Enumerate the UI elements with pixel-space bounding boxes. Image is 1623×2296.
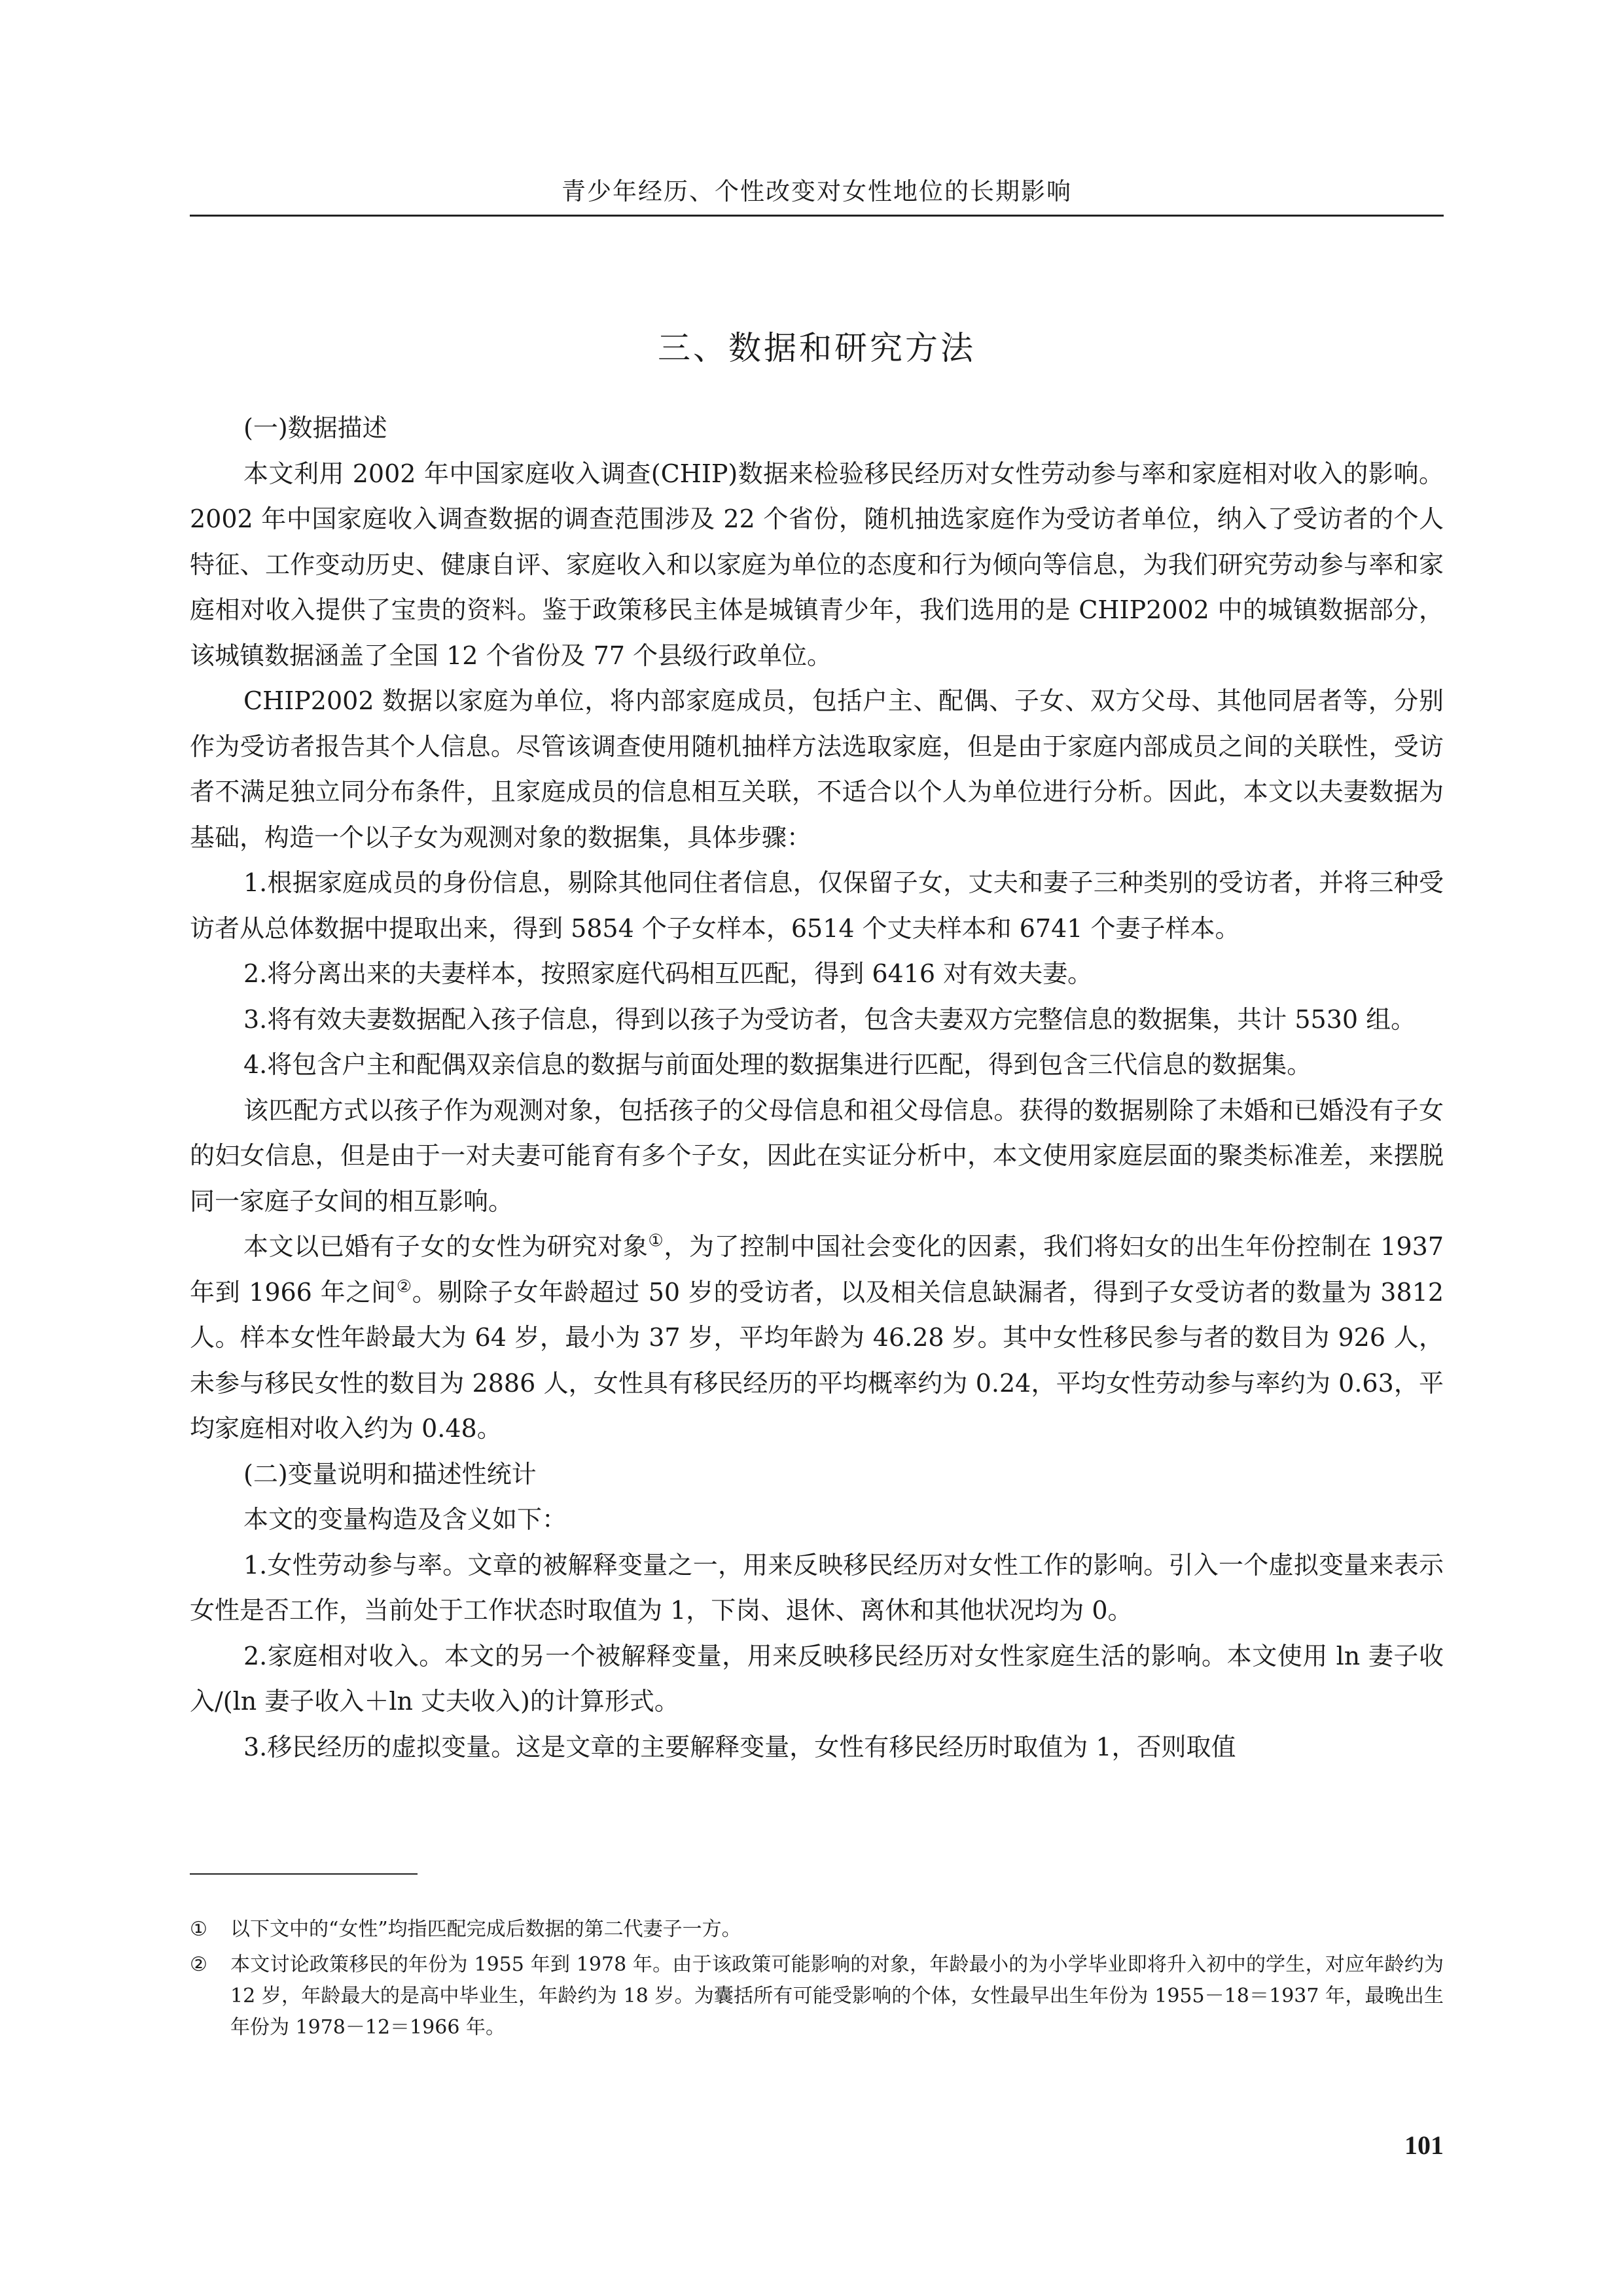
- header-rule: [190, 215, 1444, 217]
- paragraph-sample: [190, 1224, 1444, 1452]
- paragraph-matching: 该匹配方式以孩子作为观测对象，包括孩子的父母信息和祖父母信息。获得的数据剔除了未婚和已婚没有子女的妇女信息，但是由于一对夫妻可能育有多个子女，因此在实证分析中，本文使用家庭层面的聚类标准差，来摆脱同一家庭子女间的相互影响。: [190, 1095, 1444, 1216]
- step-4: 4.将包含户主和配偶双亲信息的数据与前面处理的数据集进行匹配，得到包含三代信息的数据集。: [243, 1050, 1312, 1079]
- step-3: 3.将有效夫妻数据配入孩子信息，得到以孩子为受访者，包含夫妻双方完整信息的数据集，共计 5530 组。: [243, 1004, 1416, 1034]
- footnote-mark: ①: [190, 1918, 207, 1941]
- body-text: [190, 406, 1444, 1770]
- variable-3: 3.移民经历的虚拟变量。这是文章的主要解释变量，女性有移民经历时取值为 1，否则取值: [243, 1732, 1236, 1761]
- sample-text-a: 本文以已婚有子女的女性为研究对象: [243, 1232, 649, 1261]
- footnotes: [190, 1914, 1444, 2047]
- paragraph-variables-intro: 本文的变量构造及含义如下：: [243, 1505, 567, 1534]
- sample-text-b: ，为了控制中国社会变化的因素，我们将妇女的出生年份控制在 1937 年到 1966 年之间: [190, 1232, 1444, 1307]
- variable-2: 2.家庭相对收入。本文的另一个被解释变量，用来反映移民经历对女性家庭生活的影响。本文使用 ln 妻子收入/(ln 妻子收入＋ln 丈夫收入)的计算形式。: [190, 1641, 1444, 1716]
- variable-1: 1.女性劳动参与率。文章的被解释变量之一，用来反映移民经历对女性工作的影响。引入一个虚拟变量来表示女性是否工作，当前处于工作状态时取值为 1，下岗、退休、离休和其他状况均为 0。: [190, 1550, 1444, 1625]
- footnote-ref-1[interactable]: ①: [648, 1231, 664, 1251]
- footnote-rule: [190, 1873, 418, 1875]
- section-title: 三、数据和研究方法: [658, 329, 976, 367]
- footnote-mark: ②: [190, 1953, 207, 1976]
- running-head: 青少年经历、个性改变对女性地位的长期影响: [562, 177, 1072, 205]
- page-number: 101: [1404, 2130, 1444, 2160]
- subsection-heading-data-description: (一)数据描述: [243, 414, 387, 442]
- paragraph-data-structure: CHIP2002 数据以家庭为单位，将内部家庭成员，包括户主、配偶、子女、双方父母、其他同居者等，分别作为受访者报告其个人信息。尽管该调查使用随机抽样方法选取家庭，但是由于家庭内部成员之间的关联性，受访者不满足独立同分布条件，且家庭成员的信息相互关联，不适合以个人为单位进行分析。因此，本文以夫妻数据为基础，构造一个以子女为观测对象的数据集，具体步骤：: [190, 686, 1444, 852]
- sample-text-c: 。剔除子女年龄超过 50 岁的受访者，以及相关信息缺漏者，得到子女受访者的数量为 3812 人。样本女性年龄最大为 64 岁，最小为 37 岁，平均年龄为 46.28 岁。其中女性移民参与者的数目为 926 人，未参与移民女性的数目为 2886 人，女性具有移民经历的平均概率约为 0.24，平均女性劳动参与率约为 0.63，平均家庭相对收入约为 0.48。: [190, 1277, 1444, 1443]
- paragraph-data-source: 本文利用 2002 年中国家庭收入调查(CHIP)数据来检验移民经历对女性劳动参与率和家庭相对收入的影响。2002 年中国家庭收入调查数据的调查范围涉及 22 个省份，随机抽选家庭作为受访者单位，纳入了受访者的个人特征、工作变动历史、健康自评、家庭收入和以家庭为单位的态度和行为倾向等信息，为我们研究劳动参与率和家庭相对收入提供了宝贵的资料。鉴于政策移民主体是城镇青少年，我们选用的是 CHIP2002 中的城镇数据部分，该城镇数据涵盖了全国 12 个省份及 77 个县级行政单位。: [190, 459, 1444, 670]
- subsection-heading-variables: (二)变量说明和描述性统计: [243, 1459, 537, 1489]
- footnote-text: 本文讨论政策移民的年份为 1955 年到 1978 年。由于该政策可能影响的对象，年龄最小的为小学毕业即将升入初中的学生，对应年龄约为 12 岁，年龄最大的是高中毕业生，年龄约为 18 岁。为囊括所有可能受影响的个体，女性最早出生年份为 1955－18＝1937 年，最晚出生年份为 1978－12＝1966 年。: [230, 1953, 1444, 2039]
- footnote-2: [190, 1949, 1444, 2043]
- step-2: 2.将分离出来的夫妻样本，按照家庭代码相互匹配，得到 6416 对有效夫妻。: [243, 959, 1093, 988]
- footnote-ref-2[interactable]: ②: [396, 1276, 412, 1296]
- step-1: 1.根据家庭成员的身份信息，剔除其他同住者信息，仅保留子女，丈夫和妻子三种类别的受访者，并将三种受访者从总体数据中提取出来，得到 5854 个子女样本，6514 个丈夫样本和 6741 个妻子样本。: [190, 868, 1444, 943]
- footnote-text: 以下文中的“女性”均指匹配完成后数据的第二代妻子一方。: [230, 1918, 741, 1941]
- footnote-1: [190, 1914, 1444, 1945]
